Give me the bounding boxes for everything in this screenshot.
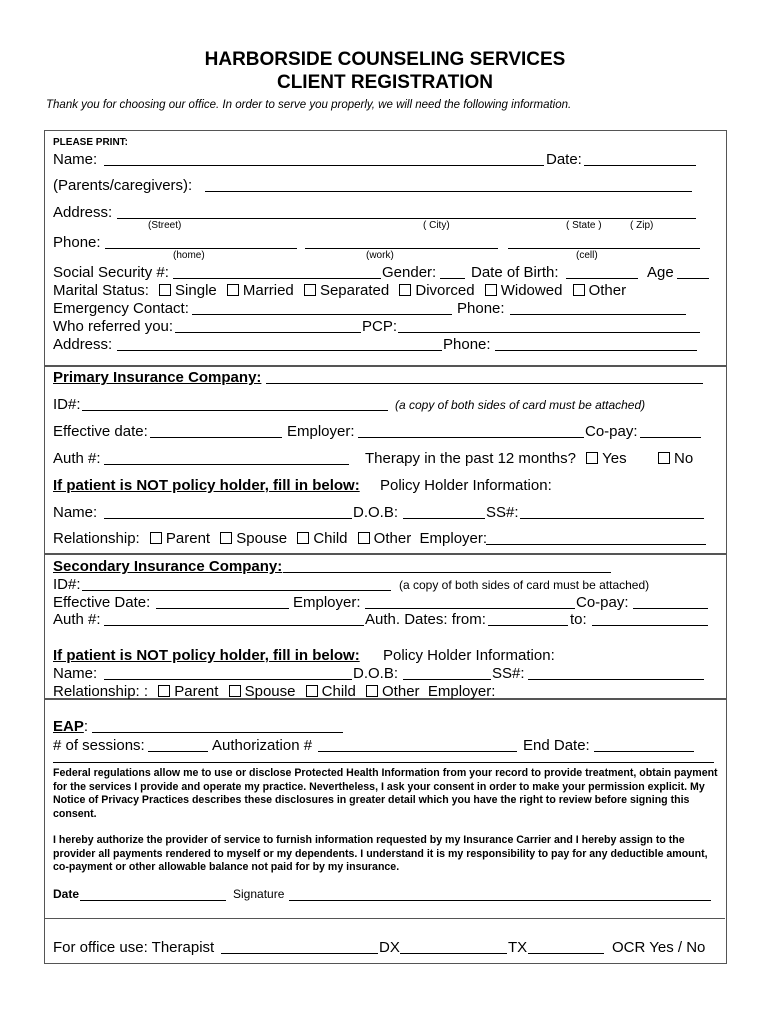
secondary-holder-info: Policy Holder Information: (383, 647, 555, 664)
therapy-yes-checkbox[interactable] (586, 452, 598, 464)
work-caption: (work) (366, 250, 394, 261)
checkbox-widowed[interactable] (485, 284, 497, 296)
sessions-label: # of sessions: (53, 737, 145, 754)
secondary-effective-field[interactable] (156, 608, 289, 609)
secondary-rel-spouse: Spouse (244, 683, 296, 700)
eap-field[interactable] (92, 732, 343, 733)
office-therapist-label: For office use: Therapist (53, 939, 215, 956)
sessions-field[interactable] (148, 751, 208, 752)
pcp-label: PCP: (362, 318, 398, 335)
primary-holder-name-field[interactable] (104, 518, 352, 519)
secondary-not-holder: If patient is NOT policy holder, fill in below: (53, 647, 360, 664)
secondary-holder-name-label: Name: (53, 665, 98, 682)
address2-phone-label: Phone: (443, 336, 491, 353)
primary-company-field[interactable] (266, 383, 703, 384)
secondary-company-field[interactable] (283, 572, 611, 573)
address2-phone-field[interactable] (495, 350, 697, 351)
primary-not-holder: If patient is NOT policy holder, fill in below: (53, 477, 360, 494)
primary-holder-info: Policy Holder Information: (380, 477, 552, 494)
primary-rel-child-checkbox[interactable] (297, 532, 309, 544)
zip-caption: ( Zip) (630, 220, 654, 231)
therapy-label: Therapy in the past 12 months? (365, 450, 576, 467)
primary-rel-parent: Parent (165, 530, 211, 547)
parents-field[interactable] (205, 191, 692, 192)
secondary-copay-label: Co-pay: (576, 594, 629, 611)
secondary-holder-dob-field[interactable] (403, 679, 491, 680)
option-married: Married (242, 282, 294, 299)
therapy-yes-label: Yes (602, 450, 627, 467)
checkbox-other[interactable] (573, 284, 585, 296)
emergency-phone-field[interactable] (510, 314, 686, 315)
marital-row (53, 283, 626, 298)
primary-rel-employer-label: Employer: (419, 530, 488, 547)
therapy-no-checkbox[interactable] (658, 452, 670, 464)
privacy-consent-text: Federal regulations allow me to use or disclose Protected Health Information from your record to provide treatment, obtain payment for the services I provide and operate my practice. Nevertheless, I ask your consent in order to make your permission explicit. My Notice of Privacy Practices describes these disclosures in greater detail which you have the right to review before signing this consent. (53, 767, 718, 820)
office-ocr: OCR Yes / No (612, 939, 706, 956)
primary-holder-ss-field[interactable] (520, 518, 704, 519)
pcp-field[interactable] (398, 332, 700, 333)
emergency-label: Emergency Contact: (53, 300, 189, 317)
secondary-id-field[interactable] (82, 590, 391, 591)
age-label: Age (647, 264, 674, 281)
primary-effective-field[interactable] (150, 437, 282, 438)
address2-field[interactable] (117, 350, 442, 351)
age-field[interactable] (677, 278, 709, 279)
gender-label: Gender: (382, 264, 437, 281)
primary-rel-child: Child (313, 530, 348, 547)
secondary-copy-note: (a copy of both sides of card must be attached) (399, 578, 650, 592)
eap-divider (53, 762, 714, 763)
primary-rel-other: Other (373, 530, 412, 547)
date-label: Date: (546, 151, 582, 168)
secondary-auth-field[interactable] (104, 625, 364, 626)
secondary-relationship-row (53, 684, 495, 699)
primary-rel-employer-field[interactable] (486, 544, 706, 545)
office-divider (44, 918, 725, 919)
therapy-no-label: No (674, 450, 694, 467)
primary-auth-field[interactable] (104, 464, 349, 465)
office-therapist-field[interactable] (221, 953, 378, 954)
secondary-id-label: ID#: (53, 576, 81, 593)
parents-label: (Parents/caregivers): (53, 177, 193, 194)
office-tx-field[interactable] (528, 953, 604, 954)
authorization-label: Authorization # (212, 737, 313, 754)
name-field[interactable] (104, 165, 544, 166)
cell-caption: (cell) (576, 250, 598, 261)
option-separated: Separated (319, 282, 390, 299)
secondary-rel-spouse-checkbox[interactable] (229, 685, 241, 697)
checkbox-separated[interactable] (304, 284, 316, 296)
signature-date-field[interactable] (80, 900, 226, 901)
ssn-field[interactable] (173, 278, 381, 279)
eap-row (53, 719, 88, 734)
primary-heading: Primary Insurance Company: (53, 369, 262, 386)
end-date-label: End Date: (523, 737, 590, 754)
city-caption: ( City) (423, 220, 450, 231)
primary-holder-dob-field[interactable] (403, 518, 485, 519)
phone-label: Phone: (53, 234, 101, 251)
secondary-rel-child: Child (321, 683, 356, 700)
name-label: Name: (53, 151, 98, 168)
secondary-auth-from-field[interactable] (488, 625, 568, 626)
please-print-label: PLEASE PRINT: (53, 137, 129, 148)
end-date-field[interactable] (594, 751, 694, 752)
dob-field[interactable] (566, 278, 638, 279)
ssn-label: Social Security #: (53, 264, 169, 281)
secondary-relationship-label: Relationship: : (53, 683, 149, 700)
primary-copay-field[interactable] (640, 437, 701, 438)
secondary-holder-ss-label: SS#: (492, 665, 525, 682)
option-single: Single (175, 282, 217, 299)
primary-copy-note: (a copy of both sides of card must be attached) (395, 398, 646, 412)
authorization-field[interactable] (318, 751, 517, 752)
therapy-no (652, 451, 693, 466)
secondary-rel-other-checkbox[interactable] (366, 685, 378, 697)
state-caption: ( State ) (566, 220, 602, 231)
primary-rel-parent-checkbox[interactable] (150, 532, 162, 544)
secondary-rel-parent-checkbox[interactable] (158, 685, 170, 697)
primary-relationship-row (53, 531, 487, 546)
primary-relationship-label: Relationship: (53, 530, 140, 547)
primary-auth-label: Auth #: (53, 450, 101, 467)
secondary-rel-child-checkbox[interactable] (306, 685, 318, 697)
dob-label: Date of Birth: (471, 264, 559, 281)
primary-id-field[interactable] (82, 410, 388, 411)
assignment-text: I hereby authorize the provider of service to furnish information requested by my Insurance Carrier and I hereby assign to the provider all payments rendered to myself or my dependents. I understand it is my responsibility to pay for any deductible amount, co-payment or other allowable balance not paid for by my insurance. (53, 834, 708, 873)
option-widowed: Widowed (500, 282, 563, 299)
therapy-question (365, 451, 627, 466)
primary-id-label: ID#: (53, 396, 81, 413)
marital-label: Marital Status: (53, 282, 149, 299)
secondary-rel-employer-label: Employer: (427, 683, 496, 700)
cell-phone-field[interactable] (508, 248, 700, 249)
address-label: Address: (53, 204, 113, 221)
secondary-employer-field[interactable] (365, 608, 575, 609)
date-field[interactable] (584, 165, 696, 166)
checkbox-divorced[interactable] (399, 284, 411, 296)
intro-text: Thank you for choosing our office. In order to serve you properly, we will need the following information. (46, 99, 572, 111)
primary-effective-label: Effective date: (53, 423, 148, 440)
primary-employer-label: Employer: (287, 423, 355, 440)
street-caption: (Street) (148, 220, 182, 231)
organization-name: HARBORSIDE COUNSELING SERVICES (204, 49, 566, 70)
secondary-to-label: to: (570, 611, 587, 628)
eap-colon: : (83, 718, 89, 735)
secondary-rel-parent: Parent (174, 683, 219, 700)
signature-date-label: Date (53, 887, 80, 901)
home-phone-field[interactable] (105, 248, 297, 249)
checkbox-married[interactable] (227, 284, 239, 296)
secondary-auth-label: Auth #: (53, 611, 101, 628)
option-divorced: Divorced (415, 282, 475, 299)
work-phone-field[interactable] (305, 248, 498, 249)
address2-label: Address: (53, 336, 113, 353)
gender-field[interactable] (440, 278, 465, 279)
referred-field[interactable] (175, 332, 361, 333)
primary-rel-other-checkbox[interactable] (358, 532, 370, 544)
signature-label: Signature (233, 887, 285, 901)
emergency-phone-label: Phone: (457, 300, 505, 317)
secondary-copay-field[interactable] (633, 608, 708, 609)
eap-consent-box (44, 698, 727, 964)
address-field[interactable] (117, 218, 696, 219)
secondary-holder-name-field[interactable] (104, 679, 352, 680)
secondary-auth-to-field[interactable] (592, 625, 708, 626)
secondary-employer-label: Employer: (293, 594, 361, 611)
primary-rel-spouse: Spouse (236, 530, 288, 547)
office-tx-label: TX (508, 939, 528, 956)
secondary-auth-dates-label: Auth. Dates: from: (365, 611, 486, 628)
primary-rel-spouse-checkbox[interactable] (220, 532, 232, 544)
home-caption: (home) (173, 250, 205, 261)
primary-holder-dob-label: D.O.B: (353, 504, 399, 521)
secondary-effective-label: Effective Date: (53, 594, 151, 611)
secondary-holder-dob-label: D.O.B: (353, 665, 399, 682)
office-dx-field[interactable] (400, 953, 507, 954)
checkbox-single[interactable] (159, 284, 171, 296)
primary-copay-label: Co-pay: (585, 423, 638, 440)
primary-holder-name-label: Name: (53, 504, 98, 521)
office-dx-label: DX (379, 939, 400, 956)
eap-label: EAP (53, 718, 84, 735)
secondary-rel-other: Other (382, 683, 420, 700)
secondary-heading: Secondary Insurance Company: (53, 558, 283, 575)
emergency-field[interactable] (192, 314, 452, 315)
option-other: Other (588, 282, 627, 299)
primary-employer-field[interactable] (358, 437, 584, 438)
primary-holder-ss-label: SS#: (486, 504, 519, 521)
secondary-holder-ss-field[interactable] (528, 679, 704, 680)
referred-label: Who referred you: (53, 318, 174, 335)
form-title: CLIENT REGISTRATION (276, 72, 494, 93)
signature-field[interactable] (289, 900, 711, 901)
